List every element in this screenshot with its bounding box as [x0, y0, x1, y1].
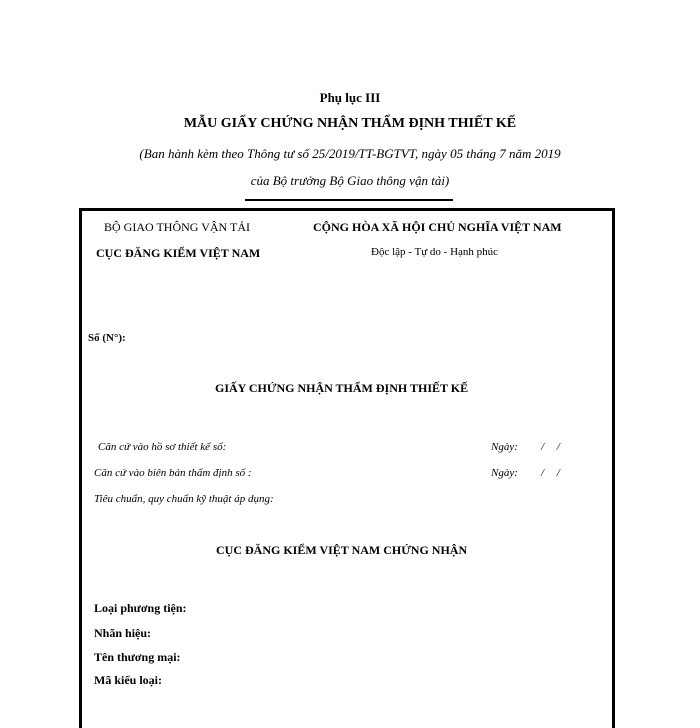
- certificate-number-label: Số (N°):: [88, 332, 126, 344]
- certifies-heading: CỤC ĐĂNG KIỂM VIỆT NAM CHỨNG NHẬN: [216, 543, 468, 557]
- department-name: CỤC ĐĂNG KIỂM VIỆT NAM: [96, 246, 261, 260]
- field-trade-name: Tên thương mại:: [94, 650, 181, 664]
- national-motto: Độc lập - Tự do - Hạnh phúc: [371, 246, 499, 258]
- field-type-code: Mã kiểu loại:: [94, 673, 162, 687]
- form-title: MẪU GIẤY CHỨNG NHẬN THẨM ĐỊNH THIẾT KẾ: [183, 116, 517, 131]
- basis-standards: Tiêu chuẩn, quy chuẩn kỹ thuật áp dụng:: [94, 493, 274, 505]
- basis-design-dossier-date: / /: [541, 441, 560, 453]
- appendix-label: Phụ lục III: [319, 90, 381, 105]
- republic-name: CỘNG HÒA XÃ HỘI CHỦ NGHĨA VIỆT NAM: [313, 220, 562, 234]
- basis-design-dossier-date-label: Ngày:: [491, 441, 518, 453]
- issuance-line-2: của Bộ trưởng Bộ Giao thông vận tải): [250, 173, 450, 188]
- field-brand: Nhãn hiệu:: [94, 626, 152, 640]
- basis-appraisal-record: Căn cứ vào biên bản thẩm định số :: [94, 467, 252, 479]
- field-vehicle-type: Loại phương tiện:: [94, 601, 187, 615]
- basis-appraisal-record-date-label: Ngày:: [491, 467, 518, 479]
- certificate-title: GIẤY CHỨNG NHẬN THẨM ĐỊNH THIẾT KẾ: [215, 381, 469, 395]
- basis-appraisal-record-date: / /: [541, 467, 560, 479]
- basis-design-dossier: Căn cứ vào hồ sơ thiết kế số:: [98, 441, 227, 453]
- issuance-line-1: (Ban hành kèm theo Thông tư số 25/2019/TT-BGTVT, ngày 05 tháng 7 năm 2019: [139, 146, 561, 161]
- title-underline: [245, 199, 453, 201]
- ministry-name: BỘ GIAO THÔNG VẬN TẢI: [104, 220, 250, 234]
